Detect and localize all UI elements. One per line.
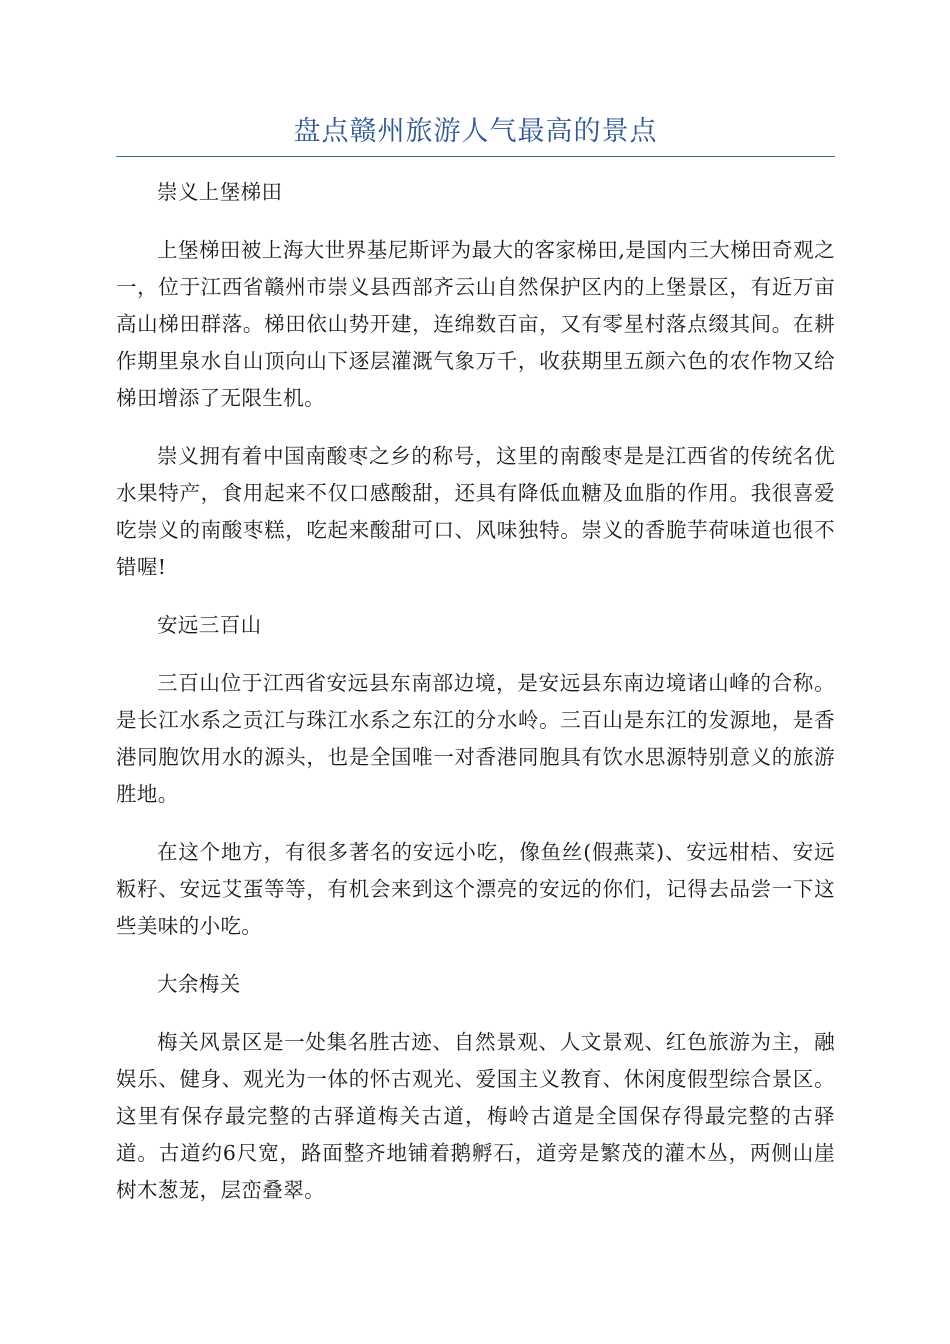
section-chongyi: [116, 174, 835, 607]
title-block: [116, 112, 835, 157]
section-heading: 大余梅关: [157, 972, 241, 996]
section-heading: 安远三百山: [157, 613, 262, 637]
section-dayu: [116, 966, 835, 1209]
paragraph: 在这个地方，有很多著名的安远小吃，像鱼丝(假燕菜)、安远柑桔、安远粄籽、安远艾蛋等等，有机会来到这个漂亮的安远的你们，记得去品尝一下这些美味的小吃。: [116, 840, 835, 938]
section-heading: 崇义上堡梯田: [157, 180, 283, 204]
page-title: 盘点赣州旅游人气最高的景点: [293, 116, 658, 147]
paragraph: 梅关风景区是一处集名胜古迹、自然景观、人文景观、红色旅游为主，融娱乐、健身、观光为一体的怀古观光、爱国主义教育、休闲度假型综合景区。这里有保存最完整的古驿道梅关古道，梅岭古道是全国保存得最完整的古驿道。古道约6尺宽，路面整齐地铺着鹅孵石，道旁是繁茂的灌木丛，两侧山崖树木葱茏，层峦叠翠。: [116, 1030, 835, 1202]
paragraph: 崇义拥有着中国南酸枣之乡的称号，这里的南酸枣是是江西省的传统名优水果特产，食用起来不仅口感酸甜，还具有降低血糖及血脂的作用。我很喜爱吃崇义的南酸枣糕，吃起来酸甜可口、风味独特。崇义的香脆芋荷味道也很不错喔!: [116, 444, 835, 579]
document-body: [116, 174, 835, 1209]
section-anyuan: [116, 607, 835, 966]
paragraph: 上堡梯田被上海大世界基尼斯评为最大的客家梯田,是国内三大梯田奇观之一，位于江西省赣州市崇义县西部齐云山自然保护区内的上堡景区，有近万亩高山梯田群落。梯田依山势开建，连绵数百亩，又有零星村落点缀其间。在耕作期里泉水自山顶向山下逐层灌溉气象万千，收获期里五颜六色的农作物又给梯田增添了无限生机。: [116, 238, 835, 410]
paragraph: 三百山位于江西省安远县东南部边境，是安远县东南边境诸山峰的合称。是长江水系之贡江与珠江水系之东江的分水岭。三百山是东江的发源地，是香港同胞饮用水的源头，也是全国唯一对香港同胞具有饮水思源特别意义的旅游胜地。: [116, 671, 835, 806]
